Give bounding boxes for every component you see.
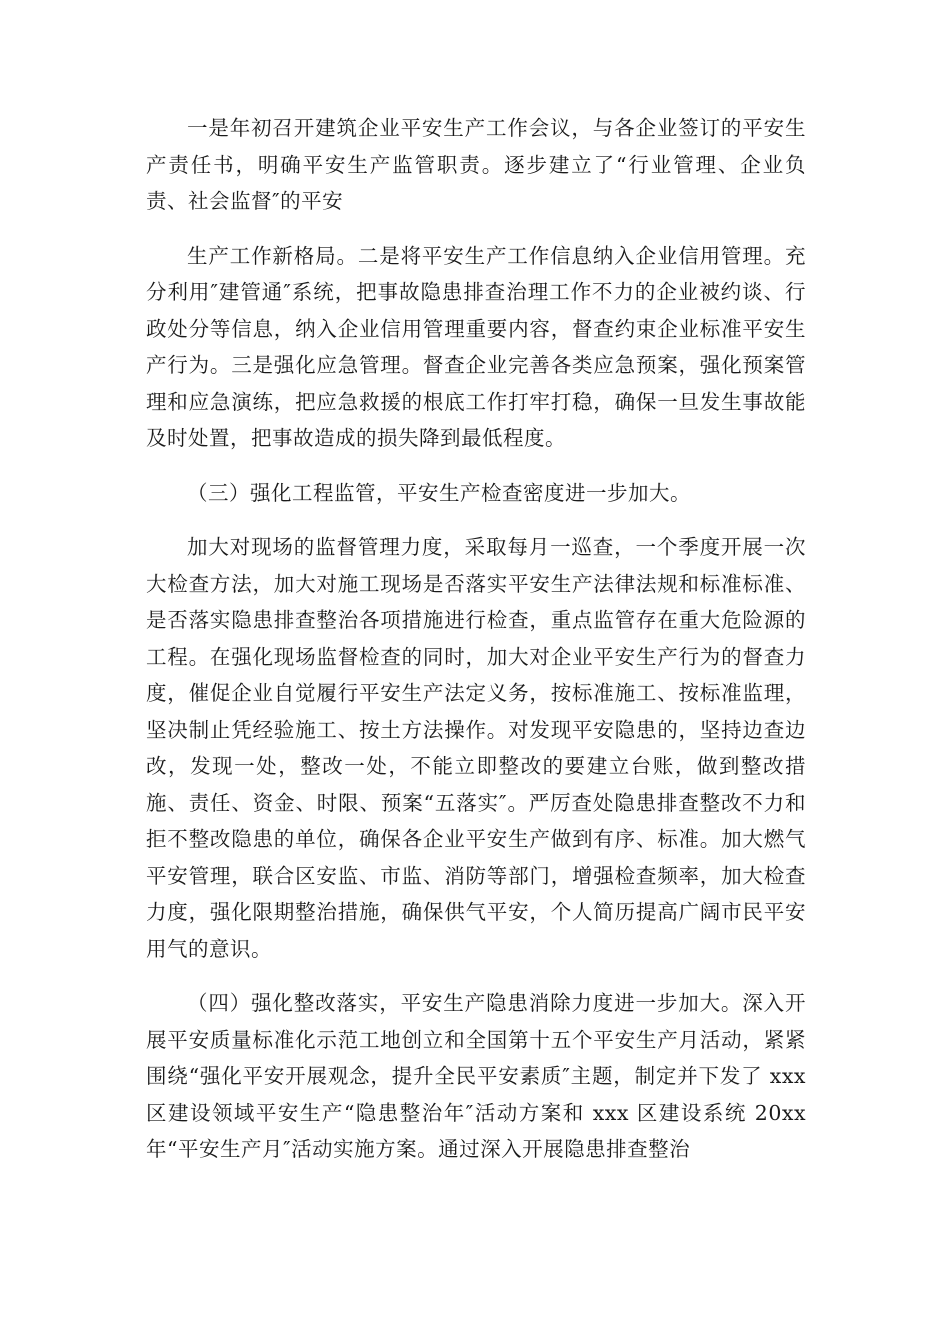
paragraph-credit-management: 生产工作新格局。二是将平安生产工作信息纳入企业信用管理。充分利用″建管通″系统，把事故隐患排查治理工作不力的企业被约谈、行政处分等信息，纳入企业信用管理重要内容，督查约束企业标准平安生产行为。三是强化应急管理。督查企业完善各类应急预案，强化预案管理和应急演练，把应急救援的根底工作打牢打稳，确保一旦发生事故能及时处置，把事故造成的损失降到最低程度。	[146, 243, 806, 450]
section-heading-3: （三）强化工程监管，平安生产检查密度进一步加大。	[187, 480, 691, 505]
paragraph-site-inspection: 加大对现场的监督管理力度，采取每月一巡查，一个季度开展一次大检查方法，加大对施工现场是否落实平安生产法律法规和标准标准、是否落实隐患排查整治各项措施进行检查，重点监管存在重大危险源的工程。在强化现场监督检查的同时，加大对企业平安生产行为的督查力度，催促企业自觉履行平安生产法定义务，按标准施工、按标准监理，坚决制止凭经验施工、按土方法操作。对发现平安隐患的，坚持边查边改，发现一处，整改一处，不能立即整改的要建立台账，做到整改措施、责任、资金、时限、预案“五落实″。严厉查处隐患排查整改不力和拒不整改隐患的单位，确保各企业平安生产做到有序、标准。加大燃气平安管理，联合区安监、市监、消防等部门，增强检查频率，加大检查力度，强化限期整治措施，确保供气平安，个人简历提高广阔市民平安用气的意识。	[146, 535, 806, 961]
document-body	[146, 110, 806, 1186]
paragraph-safety-responsibility: 一是年初召开建筑企业平安生产工作会议，与各企业签订的平安生产责任书，明确平安生产监管职责。逐步建立了“行业管理、企业负责、社会监督″的平安	[146, 116, 806, 213]
section-heading-4-paragraph: （四）强化整改落实，平安生产隐患消除力度进一步加大。深入开展平安质量标准化示范工地创立和全国第十五个平安生产月活动，紧紧围绕“强化平安开展观念，提升全民平安素质″主题，制定并下发了 xxx 区建设领域平安生产“隐患整治年″活动方案和 xxx 区建设系统 20xx 年“平安生产月″活动实施方案。通过深入开展隐患排查整治	[146, 991, 806, 1161]
